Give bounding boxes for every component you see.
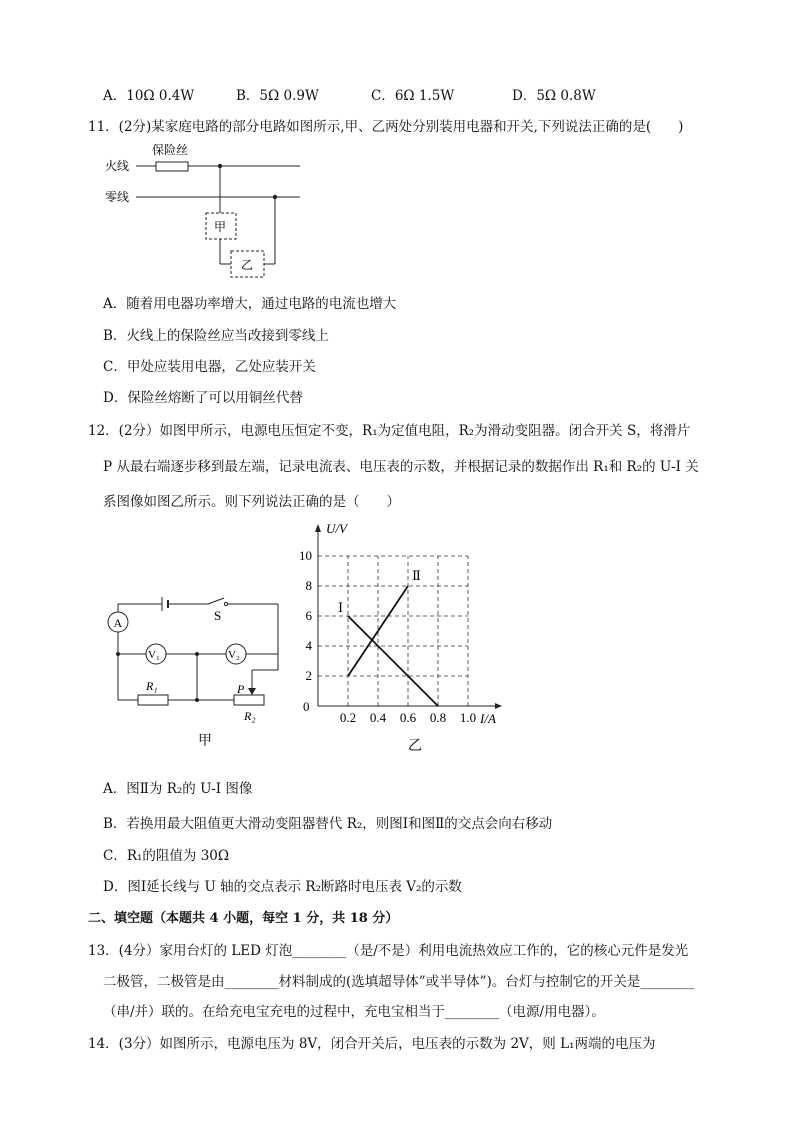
q11-option-c: C．甲处应装用电器，乙处应装开关: [103, 359, 316, 375]
x-axis-arrow: [495, 703, 502, 709]
q12-line-1: 12．(2分）如图甲所示，电源电压恒定不变，R₁为定值电阻，R₂为滑动变阻器。闭合开关 S，将滑片: [88, 423, 691, 439]
q12-ui-graph: [290, 518, 515, 758]
x-tick-label-0: 0.2: [339, 710, 357, 725]
ammeter-label: A: [113, 616, 123, 630]
series-line-1: [348, 616, 438, 706]
q13-line-2: 二极管，二极管是由________材料制成的(选填超导体”或半导体”)。台灯与控制它的开关是________: [103, 974, 695, 990]
fuse-label: 保险丝: [152, 143, 189, 157]
r1-label: R₁: [146, 679, 158, 693]
y-tick-label-4: 10: [299, 548, 312, 563]
q11-household-circuit-figure: [100, 138, 310, 283]
yi-label: 乙: [241, 258, 254, 272]
q11-option-a: A．随着用电器功率增大，通过电路的电流也增大: [103, 296, 397, 312]
x-tick-label-2: 0.6: [399, 710, 417, 725]
q11-option-b: B．火线上的保险丝应当改接到零线上: [103, 328, 329, 344]
series-label-2: Ⅱ: [412, 568, 421, 583]
x-tick-label-1: 0.4: [369, 710, 387, 725]
neutral-wire-label: 零线: [105, 190, 130, 204]
x-tick-label-3: 0.8: [429, 710, 447, 725]
y-tick-labels: [299, 548, 313, 683]
graph-caption: 乙: [408, 739, 422, 754]
r2-label: R₂: [244, 709, 256, 723]
q14-line-1: 14．(3分）如图所示，电源电压为 8V，闭合开关后，电压表的示数为 2V，则 L₁两端的电压为: [88, 1036, 656, 1052]
q10-option-c: C．6Ω 1.5W: [371, 88, 455, 104]
q10-option-d: D．5Ω 0.8W: [512, 88, 596, 104]
x-tick-labels: [340, 710, 476, 725]
q10-option-a: A．10Ω 0.4W: [103, 88, 195, 104]
origin-label: 0: [303, 699, 310, 714]
q12-option-a: A．图Ⅱ为 R₂的 U-I 图像: [103, 781, 253, 797]
series-label-1: Ⅰ: [338, 600, 344, 615]
live-wire-label: 火线: [105, 159, 130, 173]
q12-circuit-figure: [100, 590, 300, 755]
q12-option-c: C．R₁的阻值为 30Ω: [103, 848, 230, 864]
v1-label: V₁: [148, 649, 160, 661]
q13-line-1: 13．(4分）家用台灯的 LED 灯泡________（是/不是）利用电流热效应工作的，它的核心元件是发光: [88, 943, 689, 959]
q12-line-3: 系图像如图乙所示。则下列说法正确的是（ ）: [103, 494, 400, 510]
q13-line-3: （串/并）联的。在给充电宝充电的过程中，充电宝相当于________（电源/用电器）。: [103, 1004, 605, 1020]
circuit-caption: 甲: [198, 734, 212, 749]
q12-option-b: B．若换用最大阻值更大滑动变阻器替代 R₂，则图Ⅰ和图Ⅱ的交点会向右移动: [103, 816, 553, 832]
graph-series: [338, 568, 438, 706]
y-tick-label-2: 6: [305, 608, 312, 623]
x-axis-label: I/A: [480, 711, 496, 726]
graph-grid: [318, 556, 468, 706]
y-axis-arrow: [315, 524, 321, 532]
v2-label: V₂: [228, 649, 240, 661]
q12-option-d: D．图Ⅰ延长线与 U 轴的交点表示 R₂断路时电压表 V₂的示数: [103, 879, 462, 895]
y-tick-label-1: 4: [305, 638, 312, 653]
jia-label: 甲: [214, 220, 227, 234]
x-tick-label-4: 1.0: [459, 710, 477, 725]
y-tick-label-0: 2: [305, 668, 312, 683]
q11-stem: 11．(2分)某家庭电路的部分电路如图所示,甲、乙两处分别装用电器和开关,下列说法正确的是( ): [88, 119, 684, 135]
q11-option-d: D．保险丝熔断了可以用铜丝代替: [103, 390, 303, 406]
q10-option-b: B．5Ω 0.9W: [236, 88, 319, 104]
y-axis-label: U/V: [326, 521, 347, 536]
q12-line-2: P 从最右端逐步移到最左端，记录电流表、电压表的示数，并根据记录的数据作出 R₁和 R₂的 U-I 关: [103, 459, 699, 475]
p-label: P: [237, 682, 245, 696]
switch-label: S: [214, 608, 222, 623]
y-tick-label-3: 8: [305, 578, 312, 593]
section-2-heading: 二、填空题（本题共 4 小题，每空 1 分，共 18 分）: [88, 911, 399, 926]
